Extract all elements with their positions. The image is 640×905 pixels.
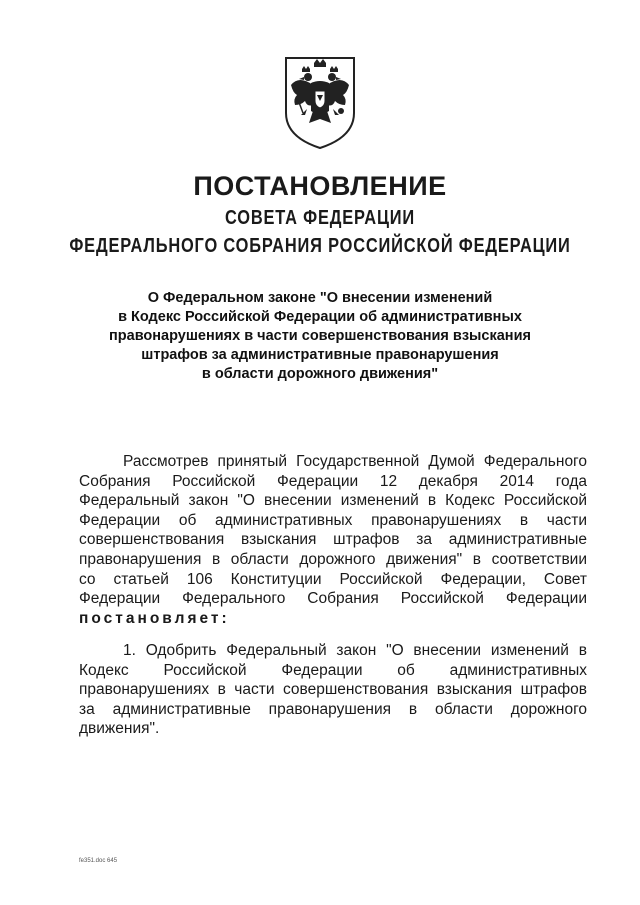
resolution-item-1 xyxy=(79,641,587,739)
paragraph-line: со статьей 106 Конституции Российской Федерации, Совет xyxy=(79,570,587,588)
issuer-line-1: СОВЕТА ФЕДЕРАЦИИ xyxy=(225,207,415,229)
paragraph-line: правонарушениях в части совершенствования взыскания штрафов xyxy=(79,681,587,699)
issuer-line-2: ФЕДЕРАЛЬНОГО СОБРАНИЯ РОССИЙСКОЙ ФЕДЕРАЦИИ xyxy=(69,235,571,257)
document-code: fe351.doc 645 xyxy=(79,858,118,864)
law-title-line: штрафов за административные правонарушения xyxy=(141,347,499,363)
paragraph-line: Федерации об административных правонарушениях в части xyxy=(79,511,587,529)
paragraph-line: Кодекс Российской Федерации об административных xyxy=(79,661,587,679)
paragraph-line: за административные правонарушения в области дорожного xyxy=(79,700,587,718)
paragraph-line: Федерации Федерального Собрания Российской Федерации xyxy=(79,590,587,608)
paragraph-line: Собрания Российской Федерации 12 декабря 2014 года xyxy=(79,472,587,490)
paragraph-line: Федеральный закон "О внесении изменений в Кодекс Российской xyxy=(79,492,587,510)
paragraph-line: правонарушения в области дорожного движения" в соответствии xyxy=(79,550,587,568)
law-title xyxy=(80,289,560,384)
decree-word: постановляет: xyxy=(79,609,230,627)
paragraph-line: 1. Одобрить Федеральный закон "О внесении изменений в xyxy=(123,642,587,659)
double-headed-eagle-icon xyxy=(283,55,357,151)
paragraph-line: совершенствования взыскания штрафов за административные xyxy=(79,531,587,549)
document-title: ПОСТАНОВЛЕНИЕ xyxy=(193,171,447,201)
paragraph-line: движения". xyxy=(79,720,160,738)
law-title-line: в области дорожного движения" xyxy=(201,366,439,382)
law-title-line: О Федеральном законе "О внесении изменений xyxy=(147,290,493,306)
law-title-line: в Кодекс Российской Федерации об административных xyxy=(118,309,522,325)
preamble-paragraph xyxy=(79,452,587,628)
paragraph-line: Рассмотрев принятый Государственной Думой Федерального xyxy=(123,453,587,470)
law-title-line: правонарушениях в части совершенствования взыскания xyxy=(109,328,531,344)
